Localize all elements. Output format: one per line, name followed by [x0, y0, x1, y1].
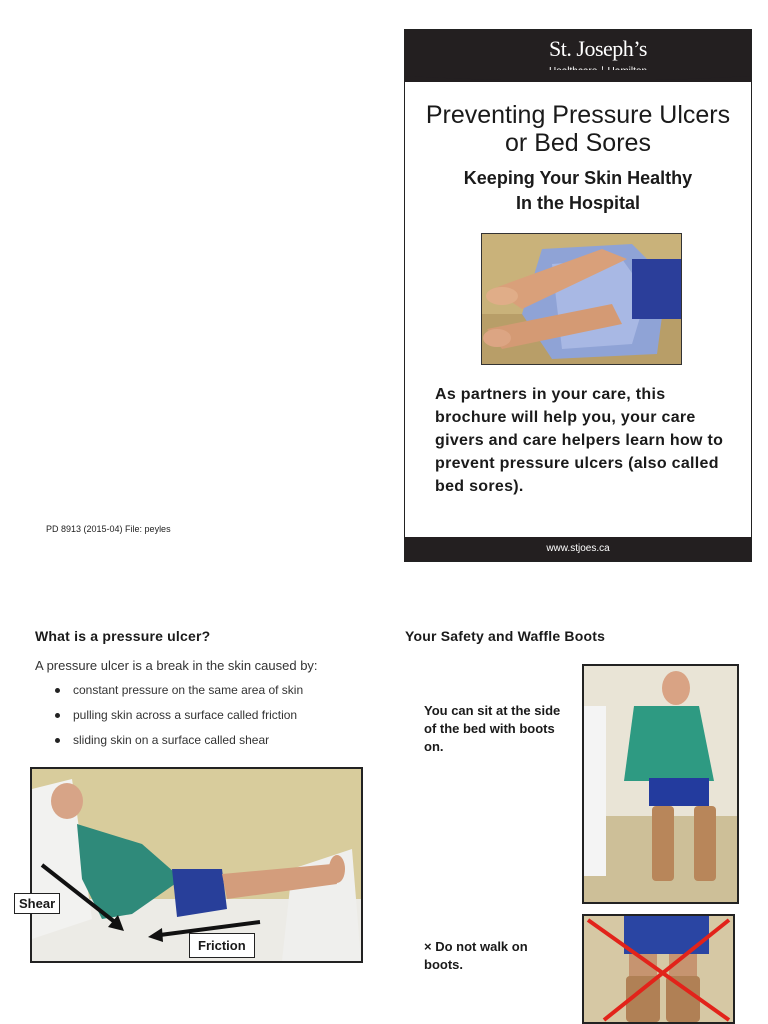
- list-item-text: constant pressure on the same area of skin: [73, 683, 304, 697]
- bullet-icon: [55, 713, 60, 718]
- cross-mark-icon: ×: [424, 939, 432, 954]
- cover-title-line2: or Bed Sores: [505, 129, 651, 157]
- bullet-icon: [55, 688, 60, 693]
- intro-text: A pressure ulcer is a break in the skin caused by:: [35, 658, 318, 673]
- cover-subtitle: [405, 166, 751, 216]
- cover-subtitle-line2: In the Hospital: [515, 193, 640, 213]
- do-not-walk-text: [424, 938, 564, 974]
- label-shear: Shear: [14, 893, 60, 914]
- bullet-icon: [55, 738, 60, 743]
- do-not-walk-label: Do not walk on boots.: [424, 939, 528, 972]
- cover-title: [405, 101, 751, 157]
- cover-subtitle-line1: Keeping Your Skin Healthy: [463, 168, 693, 188]
- photo-sitting-with-boots: [582, 664, 739, 904]
- list-item-text: pulling skin across a surface called friction: [73, 708, 298, 722]
- heading-what-is-pressure-ulcer: What is a pressure ulcer?: [35, 628, 211, 644]
- brochure-cover: [404, 29, 752, 562]
- sit-with-boots-text: You can sit at the side of the bed with boots on.: [424, 703, 561, 754]
- heading-waffle-boots: Your Safety and Waffle Boots: [405, 628, 606, 644]
- list-item: [35, 708, 303, 733]
- label-friction: Friction: [189, 933, 255, 958]
- document-code: PD 8913 (2015-04) File: peyles: [46, 524, 171, 534]
- cause-list: [35, 683, 303, 758]
- cover-photo-pillow-legs: [481, 233, 682, 365]
- cover-title-line1: Preventing Pressure Ulcers: [425, 101, 731, 129]
- list-item: [35, 683, 303, 708]
- cover-body-text: As partners in your care, this brochure will help you, your care givers and care helpers learn how to prevent pressure ulcers (also called bed sores).: [435, 386, 724, 495]
- photo-walking-in-boots-prohibited: [582, 914, 735, 1024]
- cover-footer-website: www.stjoes.ca: [405, 537, 751, 561]
- org-name: St. Joseph’s: [549, 36, 647, 61]
- cover-header-band: [405, 30, 751, 82]
- header-curve: [405, 70, 751, 86]
- list-item-text: sliding skin on a surface called shear: [73, 733, 270, 747]
- list-item: [35, 733, 303, 758]
